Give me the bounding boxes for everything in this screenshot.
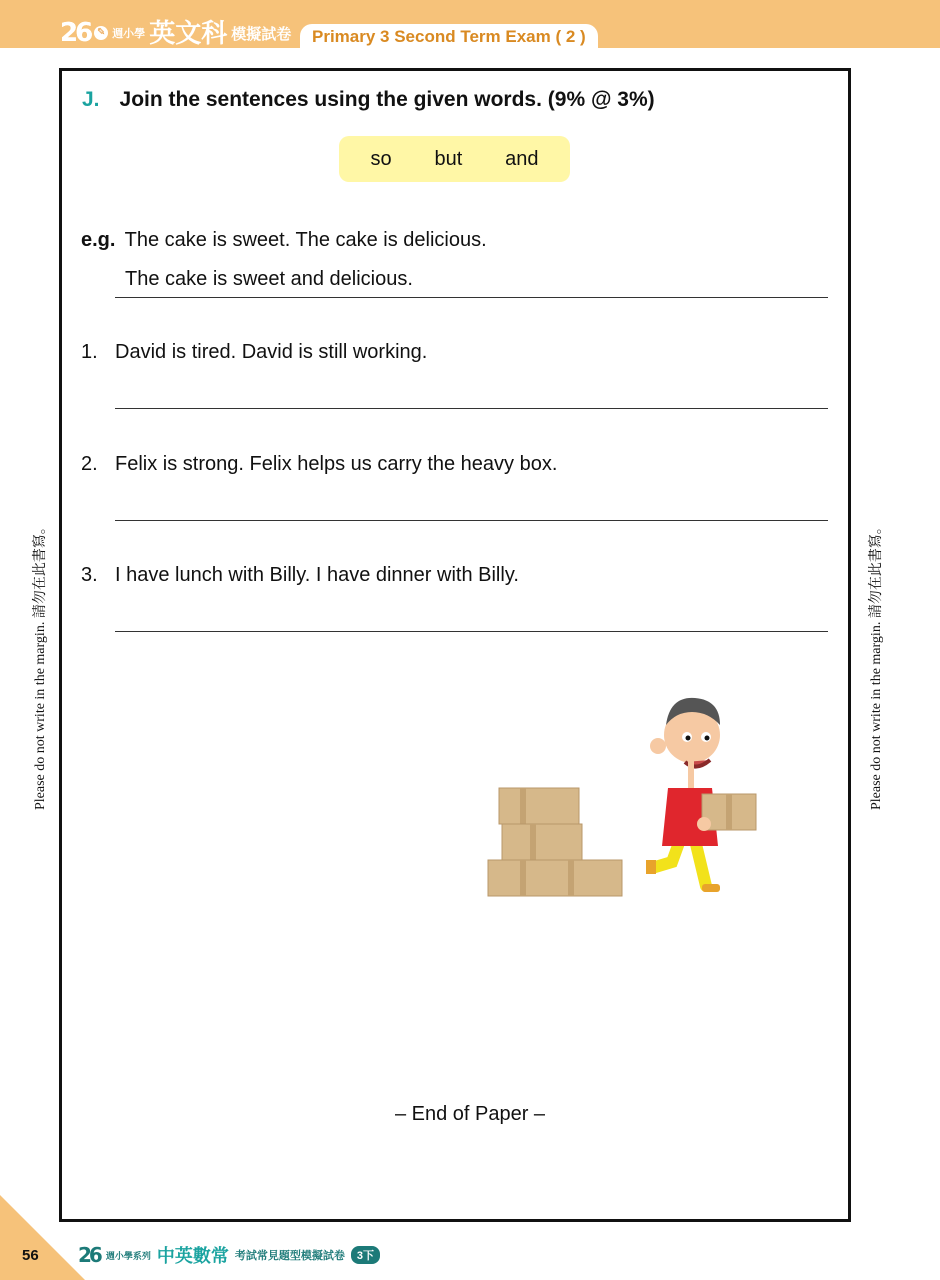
subject-title: 英文科 [149, 18, 228, 48]
section-instruction: Join the sentences using the given words. (9% @ 3%) [119, 88, 655, 111]
boy-carrying-box-illustration [480, 690, 780, 905]
corner-decoration [0, 1195, 85, 1280]
pencil-icon: ✎ [94, 26, 108, 40]
margin-note-right: Please do not write in the margin. 請勿在此書寫。 [869, 520, 884, 810]
example-question-text: The cake is sweet. The cake is delicious. [124, 229, 487, 251]
word-bank-item: so [370, 147, 392, 170]
answer-line[interactable] [115, 520, 828, 521]
footer-logo-text: 週小學系列 [105, 1250, 151, 1261]
example-label: e.g. [81, 229, 116, 251]
word-bank-item: and [505, 147, 539, 170]
footer-series-title: 中英數常 [156, 1246, 229, 1266]
word-bank-item: but [434, 147, 463, 170]
box-stack [488, 788, 622, 896]
margin-note-left: Please do not write in the margin. 請勿在此書寫。 [33, 520, 48, 810]
header-logo [60, 20, 291, 46]
footer-series-subtitle: 考試常見題型模擬試卷 [234, 1250, 345, 1262]
example-answer-line [115, 297, 828, 298]
question-number: 2. [81, 453, 98, 475]
question-number: 3. [81, 564, 98, 586]
exam-title: Primary 3 Second Term Exam ( 2 ) [300, 24, 598, 48]
question-item [81, 453, 557, 476]
word-bank [339, 136, 570, 182]
question-text: David is tired. David is still working. [115, 341, 428, 363]
footer-series [78, 1242, 380, 1268]
example-answer: The cake is sweet and delicious. [125, 268, 413, 290]
page-number: 56 [22, 1247, 39, 1264]
answer-line[interactable] [115, 408, 828, 409]
section-letter: J. [82, 88, 100, 111]
example-question [81, 229, 487, 252]
end-of-paper: – End of Paper – [394, 1103, 546, 1125]
answer-line[interactable] [115, 631, 828, 632]
question-item [81, 341, 427, 364]
footer-logo-mark: 26 [78, 1243, 100, 1267]
paper-type: 模擬試卷 [231, 25, 292, 43]
boy-figure [646, 698, 756, 892]
question-item [81, 564, 519, 587]
grade-badge: 3下 [351, 1246, 380, 1264]
logo-mark: 26 [60, 18, 91, 48]
question-text: I have lunch with Billy. I have dinner with Billy. [115, 564, 519, 586]
question-text: Felix is strong. Felix helps us carry the heavy box. [115, 453, 558, 475]
section-title [82, 88, 655, 112]
question-number: 1. [81, 341, 98, 363]
logo-small-text: 週小學 [112, 28, 146, 40]
